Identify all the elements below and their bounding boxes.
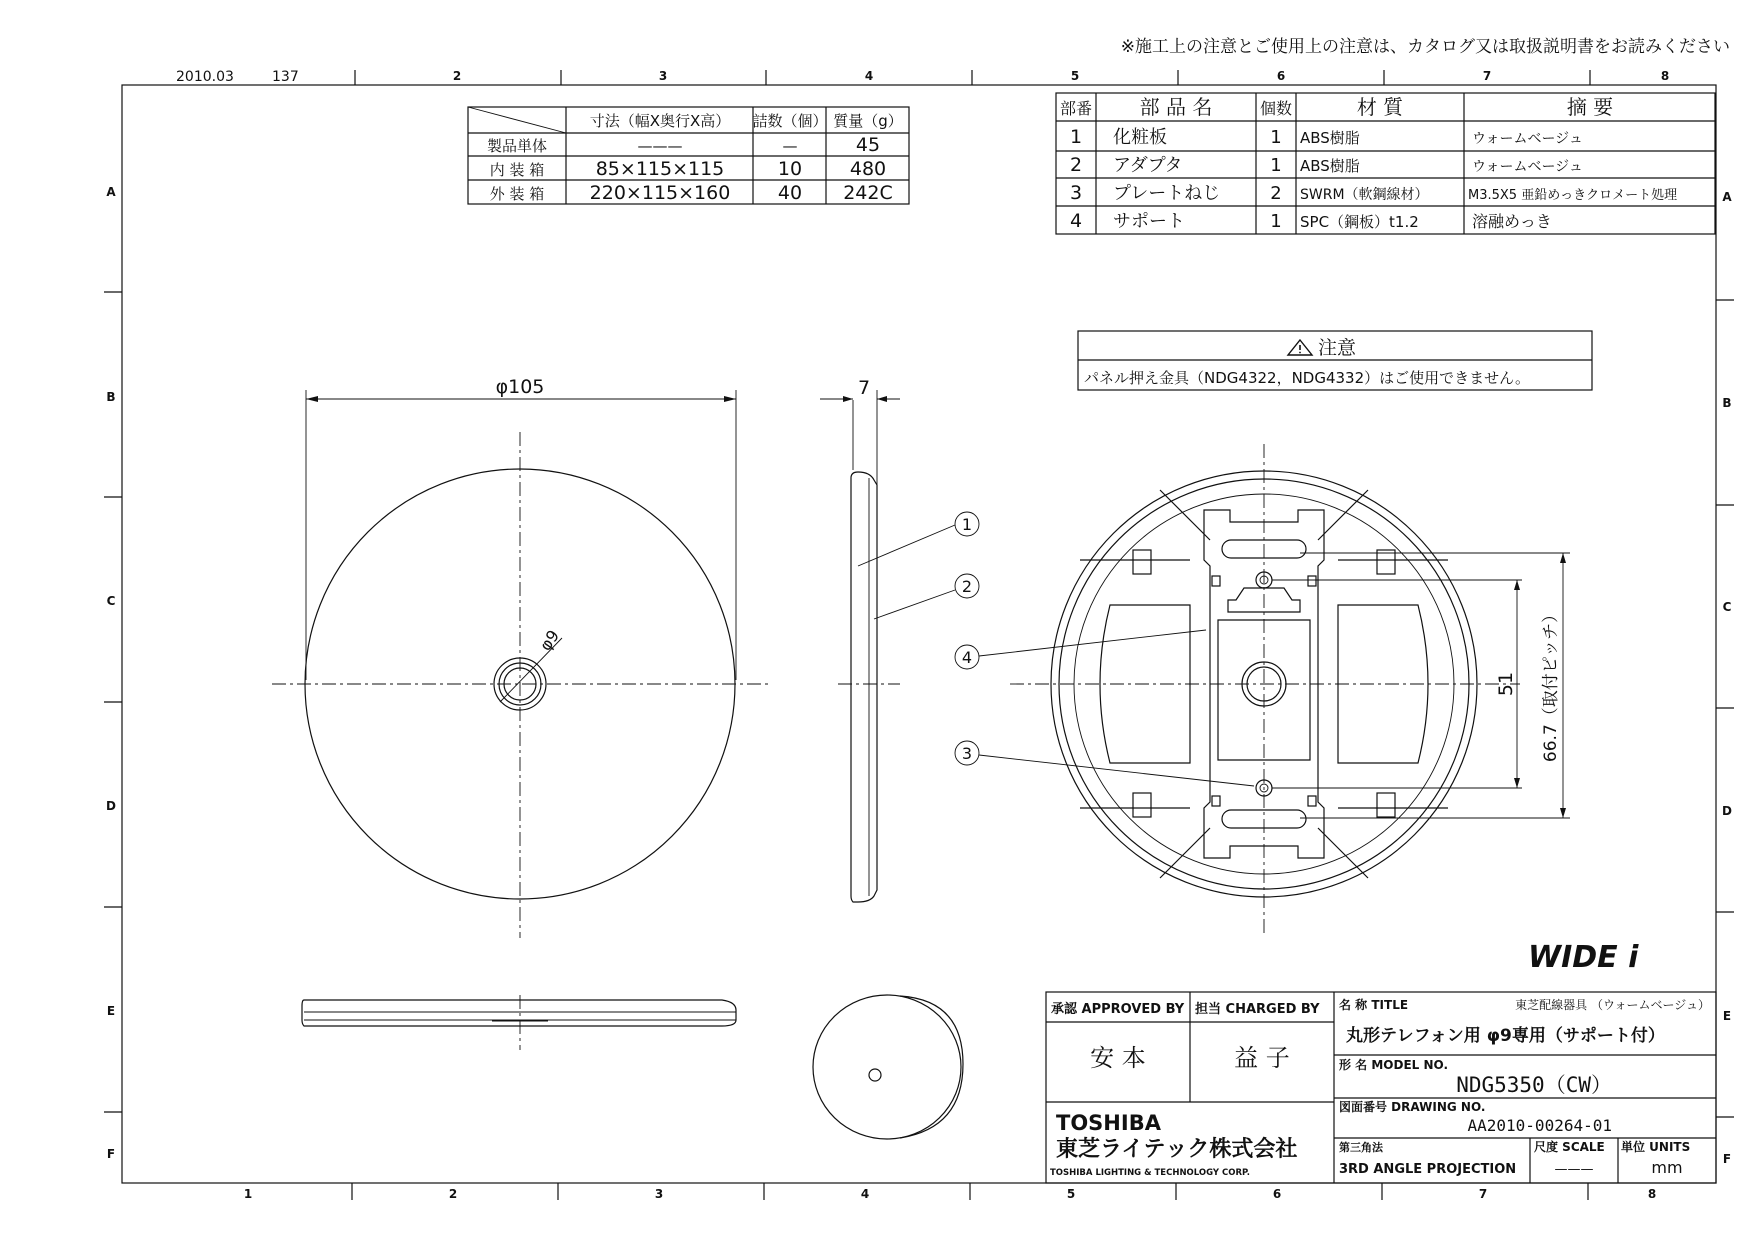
parts-table: [1056, 93, 1715, 234]
scale-value: ———: [1554, 1162, 1594, 1177]
parts-row-name: プレートねじ: [1113, 183, 1221, 204]
top-column-ticks: [355, 70, 1590, 85]
row-left-f: F: [106, 1147, 116, 1161]
title-category: 東芝配線器具 （ウォームベージュ）: [1515, 998, 1710, 1012]
charged-label: 担当 CHARGED BY: [1195, 1002, 1320, 1017]
company-jp: 東芝ライテック株式会社: [1056, 1137, 1298, 1162]
parts-row-name: アダプタ: [1113, 155, 1183, 176]
parts-row-name: 化粧板: [1113, 127, 1167, 148]
pack-table: [468, 107, 909, 204]
charged-name: 益 子: [1234, 1044, 1290, 1072]
col-top-6: 6: [1276, 69, 1286, 83]
col-top-4: 4: [864, 69, 874, 83]
company-sub: TOSHIBA LIGHTING & TECHNOLOGY CORP.: [1050, 1168, 1250, 1178]
projection-value: 3RD ANGLE PROJECTION: [1339, 1162, 1517, 1177]
parts-row-count: 1: [1270, 155, 1282, 176]
dim-pitch-a: 51: [1495, 671, 1517, 697]
row-right-d: D: [1722, 804, 1732, 818]
front-view: [272, 376, 768, 938]
row-right-c: C: [1722, 600, 1732, 614]
sheet-date: 2010.03: [176, 69, 234, 85]
parts-header-note: 摘 要: [1566, 95, 1614, 119]
row-left-c: C: [106, 594, 116, 608]
row-left-a: A: [106, 185, 116, 199]
parts-row-material: SWRM（軟鋼線材）: [1300, 187, 1429, 203]
sheet-page: 137: [272, 69, 299, 85]
pack-header-size: 寸法（幅X奥行X高）: [589, 112, 731, 130]
pack-header-qty: 詰数（個）: [752, 112, 828, 130]
company-en: TOSHIBA: [1056, 1111, 1161, 1135]
col-bottom-6: 6: [1272, 1187, 1282, 1201]
row-right-a: A: [1722, 190, 1732, 204]
parts-row-material: ABS樹脂: [1300, 129, 1360, 147]
col-bottom-2: 2: [448, 1187, 458, 1201]
dim-thickness: 7: [857, 377, 871, 399]
side-view: [820, 377, 979, 902]
callout-3: 3: [961, 744, 973, 763]
pack-row-size: 220×115×160: [589, 182, 731, 204]
model-label: 形 名 MODEL NO.: [1339, 1058, 1449, 1072]
parts-row-material: ABS樹脂: [1300, 157, 1360, 175]
caution-title: 注意: [1318, 337, 1357, 359]
model-value: NDG5350（CW）: [1456, 1073, 1612, 1097]
title-block: [1046, 992, 1716, 1183]
parts-row-count: 1: [1270, 127, 1282, 148]
units-value: mm: [1651, 1158, 1683, 1177]
parts-header-material: 材 質: [1356, 95, 1404, 119]
caution-text: パネル押え金具（NDG4322，NDG4332）はご使用できません。: [1084, 369, 1531, 387]
row-ticks: [104, 292, 1734, 1117]
parts-row-no: 4: [1069, 210, 1083, 232]
drawing-frame: [122, 85, 1716, 1183]
parts-row-no: 1: [1069, 126, 1083, 148]
parts-header-no: 部番: [1059, 99, 1093, 118]
parts-row-name: サポート: [1113, 211, 1185, 232]
bottom-view: [302, 995, 736, 1050]
callout-4: 4: [961, 648, 973, 667]
warning-icon: [1288, 340, 1312, 355]
pack-row-qty: 40: [777, 182, 803, 204]
col-top-2: 2: [452, 69, 462, 83]
col-bottom-5: 5: [1066, 1187, 1076, 1201]
parts-row-note: M3.5X5 亜鉛めっきクロメート処理: [1468, 188, 1678, 203]
caution-box: [1078, 331, 1592, 390]
parts-row-material: SPC（鋼板）t1.2: [1300, 213, 1419, 231]
pack-row-mass: 45: [855, 134, 881, 156]
row-right-f: F: [1722, 1152, 1732, 1166]
title-value: 丸形テレフォン用 φ9専用（サポート付）: [1346, 1026, 1665, 1046]
parts-header-name: 部 品 名: [1139, 95, 1213, 119]
approved-name: 安 本: [1090, 1044, 1146, 1072]
row-right-e: E: [1722, 1009, 1732, 1023]
parts-row-note: 溶融めっき: [1472, 212, 1552, 231]
row-right-b: B: [1722, 396, 1732, 410]
col-top-7: 7: [1482, 69, 1492, 83]
drawing-label: 図面番号 DRAWING NO.: [1339, 1100, 1486, 1114]
callout-1: 1: [961, 515, 973, 534]
pack-row-qty: 10: [777, 158, 803, 180]
col-bottom-3: 3: [654, 1187, 664, 1201]
col-bottom-1: 1: [243, 1187, 253, 1201]
parts-row-count: 2: [1270, 183, 1282, 204]
parts-row-count: 1: [1270, 211, 1282, 232]
parts-header-count: 個数: [1259, 99, 1293, 118]
units-label: 単位 UNITS: [1621, 1140, 1691, 1154]
pack-row-mass: 242C: [843, 182, 893, 204]
title-label: 名 称 TITLE: [1339, 998, 1409, 1012]
notice-top: ※施工上の注意とご使用上の注意は、カタログ又は取扱説明書をお読みください: [1120, 37, 1730, 57]
row-left-d: D: [106, 799, 116, 813]
dim-hole: φ9: [535, 626, 564, 655]
parts-row-no: 2: [1069, 154, 1083, 176]
pack-row-size: 85×115×115: [595, 158, 725, 180]
parts-row-no: 3: [1069, 182, 1083, 204]
wide-i-logo: [1528, 940, 1639, 975]
pack-row-size: ———: [637, 137, 683, 155]
dim-diameter: φ105: [495, 376, 545, 398]
row-left-b: B: [106, 390, 116, 404]
pack-header-mass: 質量（g）: [833, 112, 903, 130]
brand-logo-text: WIDE i: [1528, 940, 1639, 975]
dim-pitch-b: 66.7（取付ピッチ）: [1541, 605, 1561, 763]
drawing-value: AA2010-00264-01: [1467, 1116, 1612, 1135]
col-bottom-8: 8: [1647, 1187, 1657, 1201]
pack-row-mass: 480: [849, 158, 887, 180]
projection-label: 第三角法: [1339, 1141, 1383, 1154]
col-bottom-4: 4: [860, 1187, 870, 1201]
parts-row-note: ウォームベージュ: [1472, 131, 1583, 147]
rear-view: [955, 444, 1570, 935]
bottom-column-ticks: [352, 1183, 1588, 1200]
callout-2: 2: [961, 577, 973, 596]
row-left-e: E: [106, 1004, 116, 1018]
parts-row-note: ウォームベージュ: [1472, 159, 1583, 175]
isometric-view: [813, 995, 963, 1139]
pack-row-label: 外 装 箱: [489, 185, 545, 203]
pack-row-label: 製品単体: [486, 137, 548, 155]
approved-label: 承認 APPROVED BY: [1051, 1002, 1185, 1017]
col-bottom-7: 7: [1478, 1187, 1488, 1201]
col-top-8: 8: [1660, 69, 1670, 83]
pack-row-label: 内 装 箱: [489, 161, 545, 179]
col-top-5: 5: [1070, 69, 1080, 83]
col-top-3: 3: [658, 69, 668, 83]
scale-label: 尺度 SCALE: [1534, 1140, 1605, 1154]
pack-row-qty: —: [782, 137, 798, 155]
